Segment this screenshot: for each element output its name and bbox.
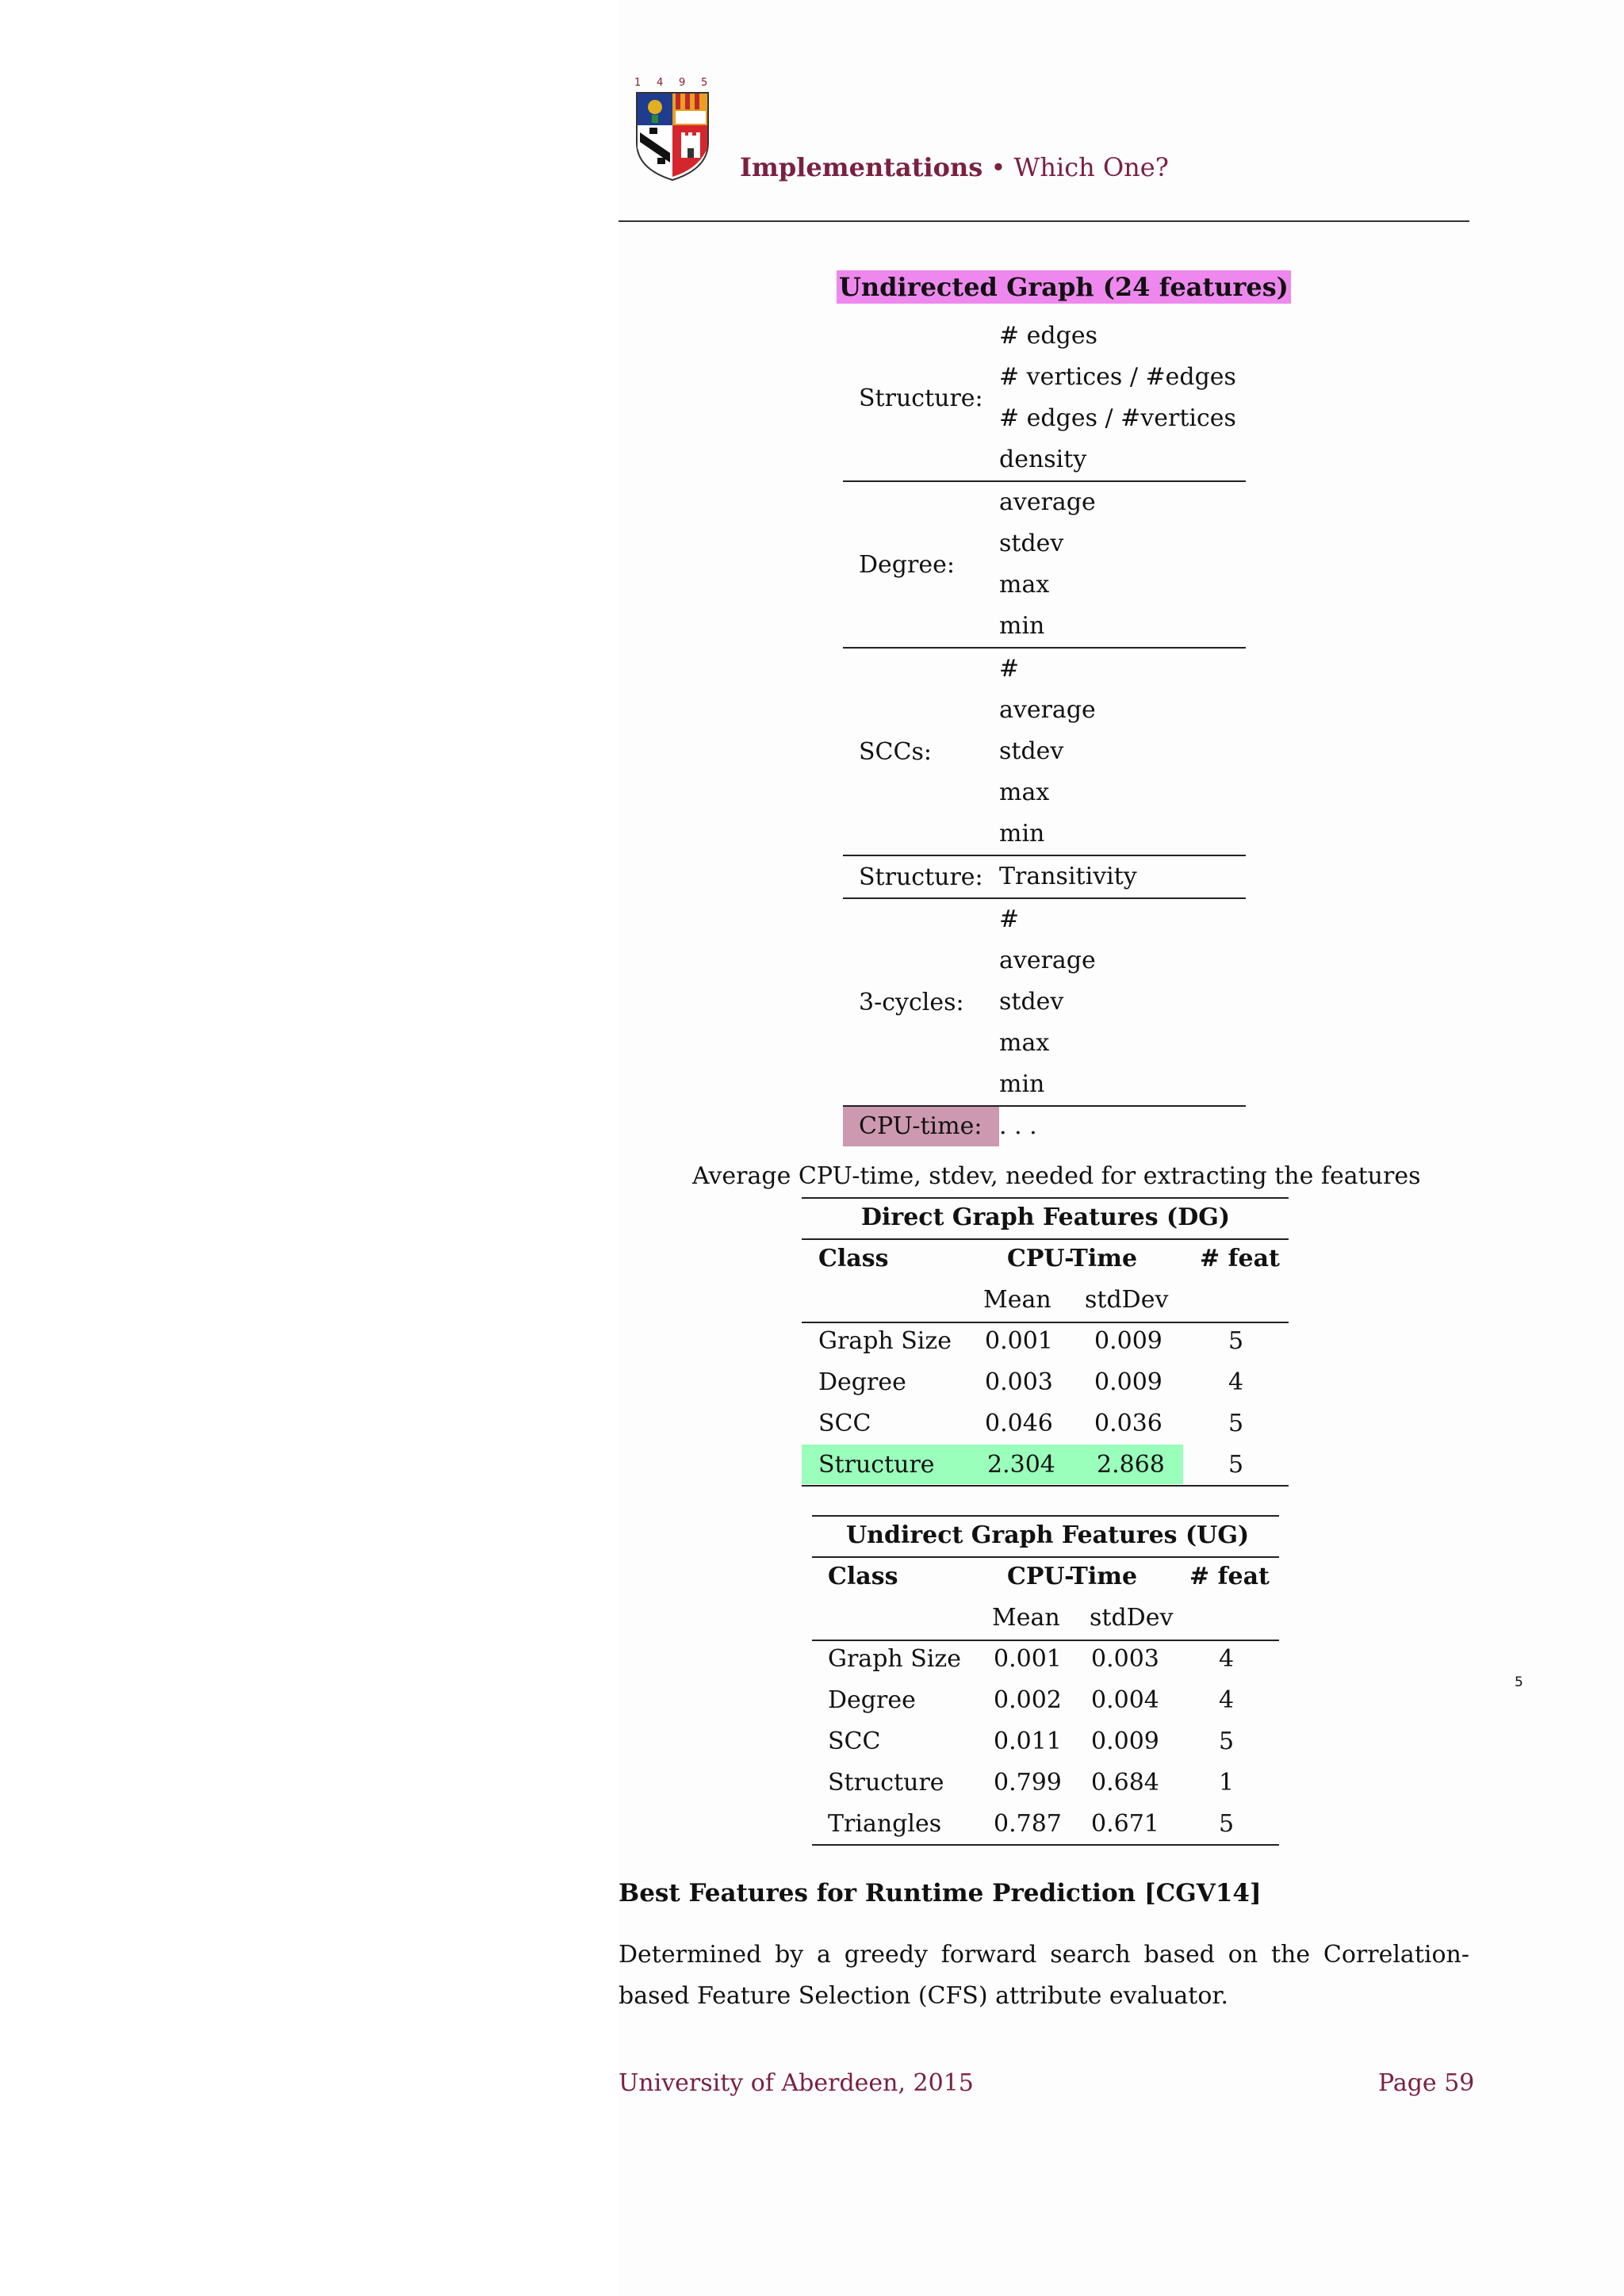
feature-group	[843, 316, 1246, 482]
cell-feat: 5	[1228, 1410, 1244, 1437]
cell-class: Triangles	[828, 1810, 942, 1838]
table-rule	[812, 1515, 1279, 1517]
shield-icon	[630, 75, 718, 182]
feature-item: stdev	[999, 530, 1064, 557]
footer-page-number: Page 59	[1378, 2069, 1475, 2097]
university-crest-logo	[630, 75, 718, 182]
cell-stddev: 0.036	[1094, 1410, 1162, 1437]
cpu-time-value: . . .	[999, 1112, 1037, 1140]
table-rule	[802, 1322, 1289, 1323]
header-separator: •	[990, 152, 1006, 182]
feature-item: # edges	[999, 322, 1097, 350]
feature-item: max	[999, 779, 1050, 806]
feature-item: min	[999, 1070, 1045, 1098]
col-header-feat: # feat	[1189, 1563, 1270, 1590]
feature-item: stdev	[999, 737, 1064, 765]
cell-feat: 5	[1219, 1728, 1235, 1755]
table-rule	[812, 1844, 1279, 1846]
cell-feat: 5	[1228, 1451, 1244, 1479]
crest-year-digit: 9	[679, 77, 686, 89]
cell-mean: 0.799	[994, 1769, 1062, 1797]
best-features-heading: Best Features for Runtime Prediction [CGV14]	[619, 1879, 1262, 1908]
feature-group-label: Structure:	[859, 863, 983, 891]
cell-stddev: 0.009	[1091, 1728, 1159, 1755]
feature-item: stdev	[999, 988, 1064, 1016]
cell-mean: 0.001	[994, 1645, 1062, 1673]
cell-class: Degree	[818, 1368, 906, 1396]
feature-item: min	[999, 612, 1045, 640]
table-rule	[802, 1238, 1289, 1240]
side-number: 5	[1515, 1674, 1523, 1690]
cell-feat: 4	[1219, 1686, 1235, 1714]
cell-stddev: 0.009	[1094, 1327, 1162, 1355]
cell-stddev: 0.671	[1091, 1810, 1159, 1838]
feature-group	[843, 649, 1246, 856]
best-features-paragraph: Determined by a greedy forward search based on the Correlation-based Feature Selection (CFS) attribute evaluator.	[619, 1941, 1469, 2010]
cell-feat: 1	[1219, 1769, 1235, 1797]
footer-institution: University of Aberdeen, 2015	[619, 2069, 974, 2097]
feature-item: max	[999, 571, 1050, 599]
col-header-cpu: CPU-Time	[1007, 1245, 1138, 1272]
header-subtitle: Which One?	[1013, 152, 1169, 182]
cell-mean: 0.046	[985, 1410, 1053, 1437]
cell-mean: 2.304	[987, 1451, 1055, 1479]
table-rule	[802, 1197, 1289, 1199]
cell-stddev: 0.009	[1094, 1368, 1162, 1396]
feature-item: min	[999, 820, 1045, 848]
cell-mean: 0.011	[994, 1728, 1062, 1755]
cell-feat: 5	[1228, 1327, 1244, 1355]
cell-stddev: 0.003	[1091, 1645, 1159, 1673]
cell-mean: 0.003	[985, 1368, 1053, 1396]
tables-caption: Average CPU-time, stdev, needed for extracting the features	[692, 1162, 1421, 1190]
ug-table-title: Undirect Graph Features (UG)	[846, 1521, 1250, 1549]
cell-class: Graph Size	[828, 1645, 961, 1673]
feature-item: #	[999, 905, 1020, 933]
sub-header-stddev: stdDev	[1085, 1286, 1169, 1314]
col-header-class: Class	[818, 1245, 889, 1272]
crest-year-digit: 1	[634, 77, 642, 89]
cell-mean: 0.787	[994, 1810, 1062, 1838]
cell-class: Degree	[828, 1686, 916, 1714]
cell-stddev: 2.868	[1097, 1451, 1165, 1479]
feature-group	[843, 482, 1246, 649]
cell-class: Structure	[828, 1769, 944, 1797]
feature-item: average	[999, 696, 1096, 724]
cell-mean: 0.002	[994, 1686, 1062, 1714]
ug-features-table	[843, 316, 1246, 1146]
cell-stddev: 0.004	[1091, 1686, 1159, 1714]
feature-item: #	[999, 655, 1020, 683]
feature-group	[843, 856, 1246, 899]
cell-feat: 4	[1219, 1645, 1235, 1673]
col-header-feat: # feat	[1200, 1245, 1280, 1272]
col-header-cpu: CPU-Time	[1007, 1563, 1138, 1590]
feature-item: Transitivity	[999, 863, 1137, 890]
crest-year-digit: 4	[657, 77, 664, 89]
col-header-class: Class	[828, 1563, 898, 1590]
header-section: Implementations	[740, 152, 983, 182]
crest-year-digit: 5	[701, 77, 708, 89]
dg-table-title: Direct Graph Features (DG)	[861, 1203, 1231, 1231]
table-rule	[812, 1556, 1279, 1558]
feature-group-label: SCCs:	[859, 737, 932, 766]
table-rule	[812, 1640, 1279, 1641]
feature-group	[843, 899, 1246, 1107]
feature-item: average	[999, 488, 1096, 516]
cell-feat: 4	[1228, 1368, 1244, 1396]
cell-class: Graph Size	[818, 1327, 952, 1355]
sub-header-stddev: stdDev	[1090, 1604, 1174, 1632]
cell-stddev: 0.684	[1091, 1769, 1159, 1797]
ug-features-title-text: Undirected Graph (24 features)	[837, 270, 1291, 304]
cell-class: SCC	[828, 1728, 881, 1755]
header-title	[740, 152, 1169, 182]
feature-group-label: Structure:	[859, 384, 983, 412]
feature-group-label: Degree:	[859, 550, 955, 579]
feature-group-label: 3-cycles:	[859, 988, 964, 1016]
cell-class: SCC	[818, 1410, 871, 1437]
feature-item: # edges / #vertices	[999, 404, 1236, 432]
feature-item: max	[999, 1029, 1050, 1057]
cell-feat: 5	[1219, 1810, 1235, 1838]
table-rule	[802, 1485, 1289, 1487]
feature-item: average	[999, 947, 1096, 974]
cell-mean: 0.001	[985, 1327, 1053, 1355]
header-rule	[619, 220, 1469, 222]
feature-item: # vertices / #edges	[999, 363, 1236, 391]
feature-item: density	[999, 446, 1087, 473]
ug-features-title	[837, 272, 1291, 302]
cell-class: Structure	[818, 1451, 935, 1479]
sub-header-mean: Mean	[992, 1604, 1060, 1632]
feature-group-cpu	[843, 1107, 1246, 1146]
ug-table	[812, 1515, 1279, 1848]
sub-header-mean: Mean	[983, 1286, 1051, 1314]
dg-table	[802, 1197, 1289, 1487]
cpu-time-label: CPU-time:	[843, 1107, 999, 1146]
